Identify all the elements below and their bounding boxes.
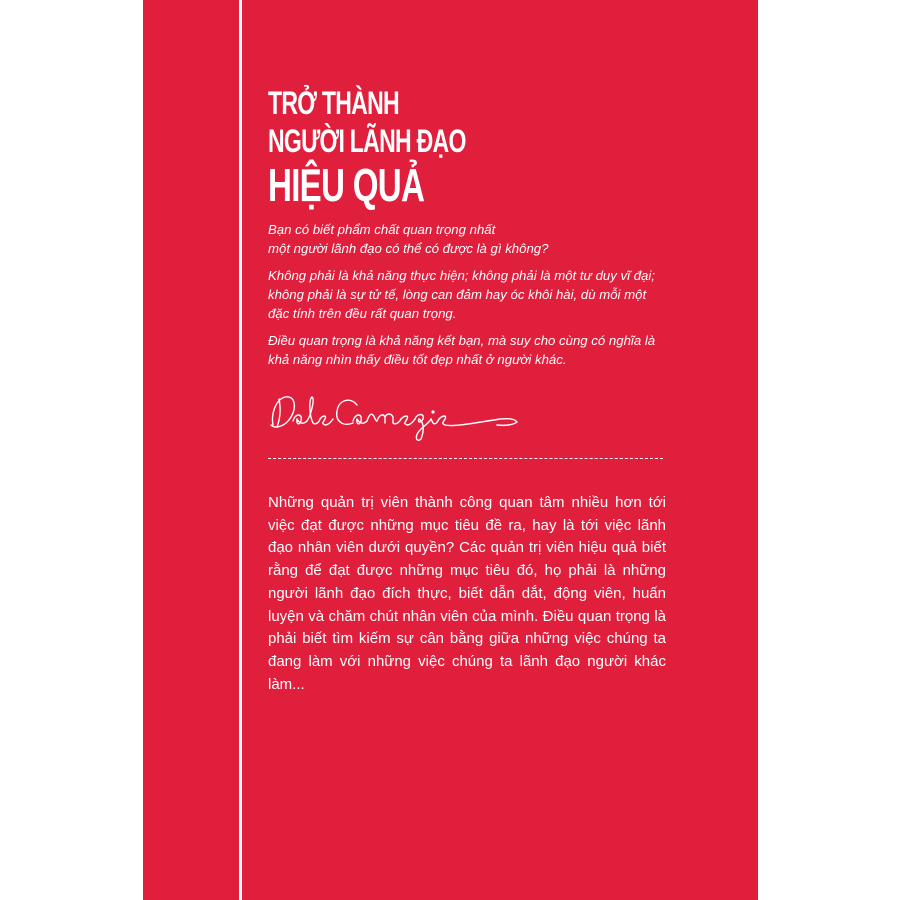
svg-text:Dale Carnegie: Dale Carnegie xyxy=(265,385,271,386)
book-back-cover xyxy=(143,0,758,900)
quote-block xyxy=(268,220,688,377)
dashed-divider xyxy=(268,458,663,459)
title-line-3: HIỆU QUẢ xyxy=(268,159,425,211)
quote-paragraph-1: Bạn có biết phẩm chất quan trọng nhất một người lãnh đạo có thể có được là gì không? xyxy=(268,222,549,256)
quote-paragraph-2: Không phải là khả năng thực hiện; không phải là một tư duy vĩ đại; không phải là sự tử tế, lòng can đảm hay óc khôi hài, dù mỗi một đặc tính trên đều rất quan trọng. xyxy=(268,268,655,321)
spine-divider-line xyxy=(239,0,242,900)
title-line-2: NGƯỜI LÃNH ĐẠO xyxy=(268,123,466,159)
quote-paragraph-3: Điều quan trọng là khả năng kết bạn, mà suy cho cùng có nghĩa là khả năng nhìn thấy điều tốt đẹp nhất ở người khác. xyxy=(268,333,656,367)
title-line-1: TRỞ THÀNH xyxy=(268,85,399,121)
dale-carnegie-signature-icon xyxy=(265,385,535,445)
book-title xyxy=(268,84,688,210)
book-description: Những quản trị viên thành công quan tâm nhiều hơn tới việc đạt được những mục tiêu đề ra, hay là tới việc lãnh đạo nhân viên dưới quyền? Các quản trị viên hiệu quả biết rằng để đạt được những mục tiêu đó, họ phải là những người lãnh đạo đích thực, biết dẫn dắt, động viên, huấn luyện và chăm chút nhân viên của mình. Điều quan trọng là phải biết tìm kiếm sự cân bằng giữa những việc chúng ta đang làm với những việc chúng ta lãnh đạo người khác làm... xyxy=(268,494,666,693)
